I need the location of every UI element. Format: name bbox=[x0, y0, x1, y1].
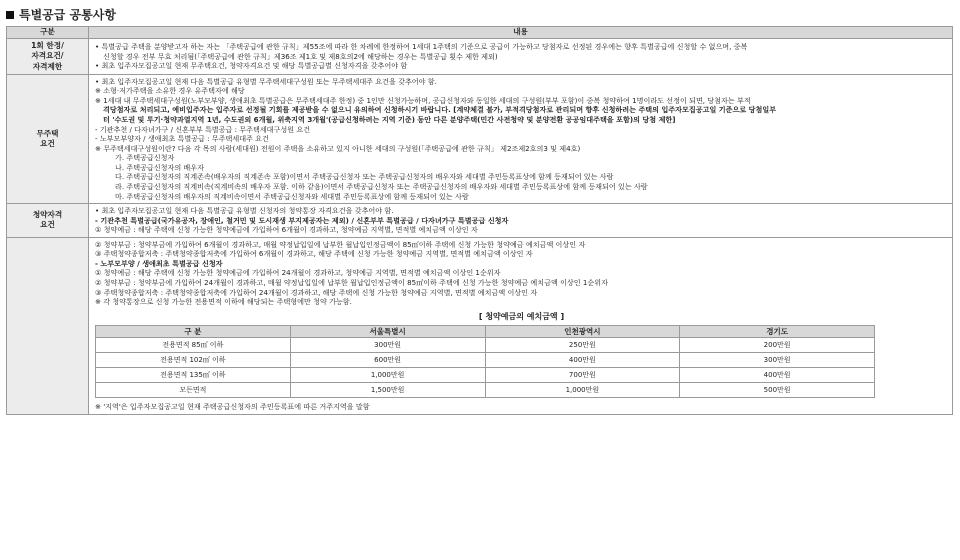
deposit-row bbox=[96, 338, 875, 353]
deposit-cell: 500만원 bbox=[680, 383, 875, 398]
row-label bbox=[7, 204, 89, 238]
content-line: 나. 주택공급신청자의 배우자 bbox=[115, 162, 204, 172]
label-line: 자격요건/ bbox=[31, 51, 64, 61]
header-content: 내용 bbox=[89, 27, 953, 39]
deposit-row bbox=[96, 383, 875, 398]
row-content bbox=[89, 204, 953, 238]
content-line: ② 청약부금 : 청약부금에 가입하여 24개월이 경과하고, 매월 약정납입일에 납부한 월납입인정금액이 85㎡이하 주택에 신청 가능한 청약예금 예치금액 이상인 1순위자 bbox=[95, 278, 608, 287]
deposit-table-title: [ 청약예금의 예치금액 ] bbox=[478, 311, 565, 321]
row-label bbox=[7, 74, 89, 203]
content-line: ③ 주택청약종합저축 : 주택청약종합저축에 가입하여 6개월이 경과하고, 해당 주택에 신청 가능한 청약예금 지역별, 면적별 예치금액 이상인 자 bbox=[95, 249, 533, 259]
content-line: 격당첨자로 처리되고, 예비입주자는 입주자로 선정될 기회를 제공받을 수 없으니 유의하여 신청하시기 바랍니다. [계약체결 불가, 부적격당첨자로 관리되며 향후 신청하려는 주택의 입주자모집공고일 기준으로 당첨일부 bbox=[103, 105, 777, 115]
content-line: ※ 소형·저가주택을 소유한 경우 유주택자에 해당 bbox=[95, 86, 245, 96]
content-line: • 최초 입주자모집공고일 현재 다음 특별공급 유형별 신청자의 청약통장 자격요건을 갖추어야 함. bbox=[95, 206, 394, 216]
deposit-cell: 1,000만원 bbox=[290, 368, 485, 383]
label-line: 요건 bbox=[40, 220, 55, 230]
deposit-header-row bbox=[96, 326, 875, 338]
label-line: 무주택 bbox=[36, 128, 59, 138]
content-line: 라. 주택공급신청자의 직계비속(직계비속의 배우자 포함. 이하 같음)이면서 주택공급신청자 또는 주택공급신청자의 배우자와 세대별 주민등록표상에 함께 등재되어 있는 사람 bbox=[115, 181, 648, 191]
content-line: 신청할 경우 전부 무효 처리됨(「주택공급에 관한 규칙」제36조 제1호 및 제8호의2에 해당하는 경우는 특별공급 횟수 제한 제외) bbox=[103, 51, 498, 61]
content-line: 마. 주택공급신청자의 배우자의 직계비속이면서 주택공급신청자와 세대별 주민등록표상에 함께 등재되어 있는 사람 bbox=[115, 191, 469, 201]
deposit-cell: 1,500만원 bbox=[290, 383, 485, 398]
row-content bbox=[89, 39, 953, 75]
row-subscription-continued bbox=[7, 237, 953, 414]
deposit-header-cell: 경기도 bbox=[680, 326, 875, 338]
row-label bbox=[7, 39, 89, 75]
deposit-table bbox=[95, 325, 875, 398]
label-line: 자격제한 bbox=[32, 61, 63, 71]
row-label-empty bbox=[7, 237, 89, 414]
content-line: - 노부모부양 / 생애최초 특별공급 신청자 bbox=[95, 258, 223, 268]
deposit-cell: 전용면적 135㎡ 이하 bbox=[96, 368, 291, 383]
label-line: 1회 한정/ bbox=[31, 41, 64, 50]
deposit-cell: 600만원 bbox=[290, 353, 485, 368]
content-line: ③ 주택청약종합저축 : 주택청약종합저축에 가입하여 24개월이 경과하고, 해당 주택에 신청 가능한 청약예금 지역별, 면적별 예치금액 이상인 자 bbox=[95, 287, 538, 297]
content-line: - 기관추천 / 다자녀가구 / 신혼부부 특별공급 : 무주택세대구성원 요건 bbox=[95, 124, 311, 134]
content-line: • 최초 입주자모집공고일 현재 다음 특별공급 유형별 무주택세대구성원 또는 무주택세대주 요건을 갖추어야 함. bbox=[95, 76, 437, 86]
label-line: 청약자격 bbox=[32, 210, 63, 220]
content-line: 터 '수도권 및 투기·청약과열지역 1년, 수도권외 6개월, 위축지역 3개월'(공급신청하려는 지역 기준) 동안 다른 분양주택(민간 사전청약 및 분양전환 공공임대주택을 포함)의 당첨 제한] bbox=[103, 115, 676, 124]
content-line: ※ 무주택세대구성원이란? 다음 각 목의 사람(세대원) 전원이 주택을 소유하고 있지 아니한 세대의 구성원(「주택공급에 관한 규칙」 제2조제2호의3 및 제4호) bbox=[95, 143, 581, 153]
deposit-cell: 200만원 bbox=[680, 338, 875, 353]
deposit-cell: 250만원 bbox=[485, 338, 680, 353]
content-line: • 특별공급 주택을 분양받고자 하는 자는 「주택공급에 관한 규칙」제55조에 따라 한 차례에 한정하여 1세대 1주택의 기준으로 공급이 가능하고 당첨자로 선정된 경우에는 향후 특별공급에 신청할 수 없으며, 중복 bbox=[95, 42, 748, 52]
deposit-cell: 1,000만원 bbox=[485, 383, 680, 398]
deposit-cell: 400만원 bbox=[485, 353, 680, 368]
deposit-header-cell: 인천광역시 bbox=[485, 326, 680, 338]
content-line: 다. 주택공급신청자의 직계존속(배우자의 직계존속 포함)이면서 주택공급신청자 또는 주택공급신청자의 배우자와 세대별 주민등록표상에 함께 등재되어 있는 사람 bbox=[115, 172, 614, 182]
content-line: ※ 1세대 내 무주택세대구성원(노부모부양, 생애최초 특별공급은 무주택세대주 한정) 중 1인만 신청가능하며, 공급신청자와 동일한 세대의 구성원(부부 포함)이 중복 청약하여 1명이라도 선정이 되면, 당첨자는 부적 bbox=[95, 95, 751, 105]
table-header-row bbox=[7, 27, 953, 39]
row-content bbox=[89, 237, 953, 414]
content-line: ② 청약부금 : 청약부금에 가입하여 6개월이 경과하고, 매월 약정납입일에 납부한 월납입인정금액이 85㎡이하 주택에 신청 가능한 청약예금 예치금액 이상인 자 bbox=[95, 239, 586, 249]
deposit-cell: 300만원 bbox=[680, 353, 875, 368]
content-line: - 기관추천 특별공급(국가유공자, 장애인, 철거민 및 도시재생 부지제공자는 제외) / 신혼부부 특별공급 / 다자녀가구 특별공급 신청자 bbox=[95, 215, 509, 225]
deposit-cell: 모든면적 bbox=[96, 383, 291, 398]
deposit-header-cell: 구 분 bbox=[96, 326, 291, 338]
content-line: 가. 주택공급신청자 bbox=[115, 153, 175, 163]
deposit-cell: 전용면적 85㎡ 이하 bbox=[96, 338, 291, 353]
deposit-cell: 700만원 bbox=[485, 368, 680, 383]
row-homeless-requirement bbox=[7, 74, 953, 203]
deposit-cell: 전용면적 102㎡ 이하 bbox=[96, 353, 291, 368]
content-line: ※ 각 청약통장으로 신청 가능한 전용면적 이하에 해당되는 주택형에만 청약 가능함. bbox=[95, 297, 352, 307]
content-line: - 노부모부양자 / 생애최초 특별공급 : 무주택세대주 요건 bbox=[95, 134, 269, 144]
row-content bbox=[89, 74, 953, 203]
special-supply-table bbox=[6, 26, 953, 415]
section-heading bbox=[6, 6, 116, 23]
deposit-cell: 300만원 bbox=[290, 338, 485, 353]
region-footnote: ※ '지역'은 입주자모집공고일 현재 주택공급신청자의 주민등록표에 따른 거주지역을 말함 bbox=[95, 402, 370, 412]
deposit-header-cell: 서울특별시 bbox=[290, 326, 485, 338]
label-line: 요건 bbox=[40, 138, 55, 148]
content-line: ① 청약예금 : 해당 주택에 신청 가능한 청약예금에 가입하여 24개월이 경과하고, 청약예금 지역별, 면적별 예치금액 이상인 1순위자 bbox=[95, 268, 501, 278]
content-line: ① 청약예금 : 해당 주택에 신청 가능한 청약예금에 가입하여 6개월이 경과하고, 청약예금 지역별, 면적별 예치금액 이상인 자 bbox=[95, 225, 478, 235]
section-title: 특별공급 공통사항 bbox=[19, 8, 116, 22]
content-line: • 최초 입주자모집공고일 현재 무주택요건, 청약자격요건 및 해당 특별공급별 신청자격을 갖추어야 함 bbox=[95, 61, 408, 71]
header-category: 구분 bbox=[7, 27, 89, 39]
deposit-cell: 400만원 bbox=[680, 368, 875, 383]
deposit-row bbox=[96, 353, 875, 368]
row-subscription-qualification bbox=[7, 204, 953, 238]
deposit-row bbox=[96, 368, 875, 383]
square-bullet-icon bbox=[6, 11, 14, 19]
row-one-time-limit bbox=[7, 39, 953, 75]
